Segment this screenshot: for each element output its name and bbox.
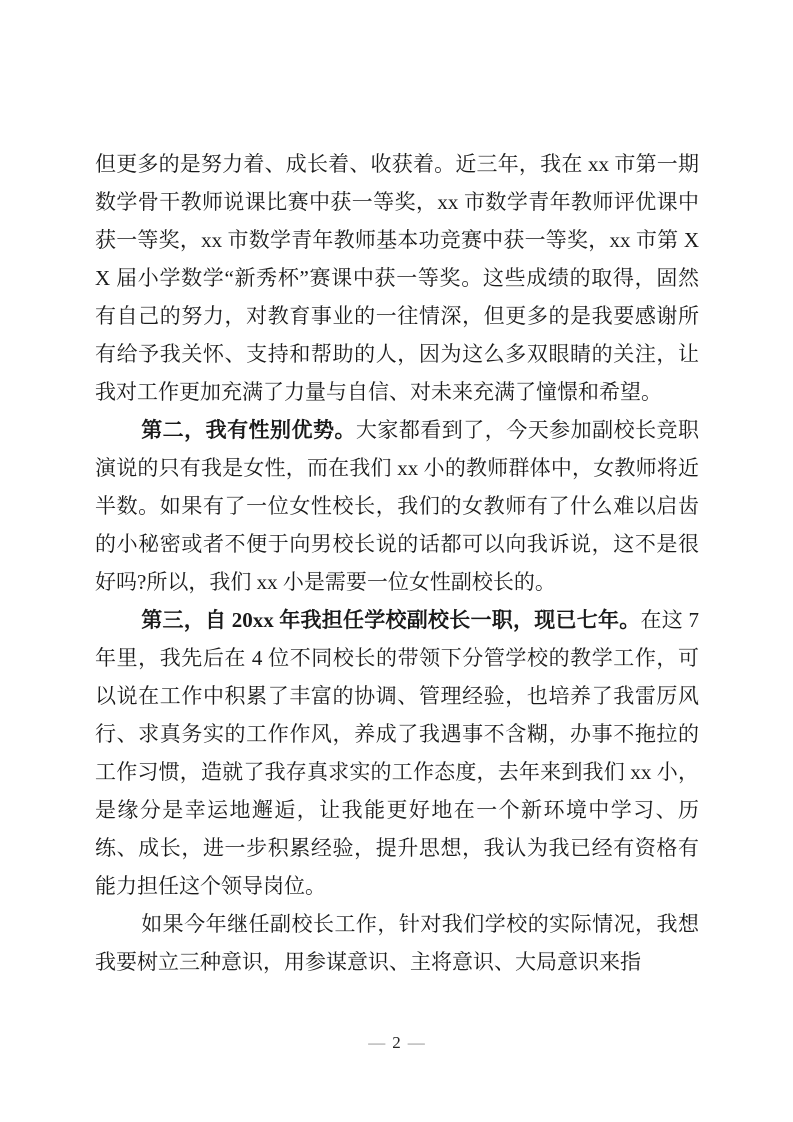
footer-dash-right: — — [407, 1033, 425, 1052]
paragraph-text: 如果今年继任副校长工作，针对我们学校的实际情况，我想我要树立三种意识，用参谋意识、主将意识、大局意识来指 — [95, 912, 699, 974]
paragraph-text: 在这 7 年里，我先后在 4 位不同校长的带领下分管学校的教学工作，可以说在工作中积累了丰富的协调、管理经验，也培养了我雷厉风行、求真务实的工作作风，养成了我遇事不含糊，办事不拖拉的工作习惯，造就了我存真求实的工作态度，去年来到我们 xx 小，是缘分是幸运地邂逅，让我能更好地在一个新环境中学习、历练、成长，进一步积累经验，提升思想，我认为我已经有资格有能力担任这个领导岗位。 — [95, 608, 700, 898]
paragraph — [95, 145, 699, 411]
page-footer — [0, 1031, 793, 1055]
paragraph-text: 大家都看到了，今天参加副校长竞职演说的只有我是女性，而在我们 xx 小的教师群体中，女教师将近半数。如果有了一位女性校长，我们的女教师有了什么难以启齿的小秘密或者不便于向男校长说的话都可以向我诉说，这不是很好吗?所以，我们 xx 小是需要一位女性副校长的。 — [95, 418, 700, 594]
paragraph — [95, 601, 699, 905]
footer-dash-left: — — [368, 1033, 386, 1052]
paragraph-bold-lead: 第三，自 20xx 年我担任学校副校长一职，现已七年。 — [141, 608, 641, 632]
page-number: 2 — [392, 1033, 401, 1052]
paragraph-text: 但更多的是努力着、成长着、收获着。近三年，我在 xx 市第一期数学骨干教师说课比赛中获一等奖，xx 市数学青年教师评优课中获一等奖，xx 市数学青年教师基本功竞赛中获一等奖，xx 市第 XX 届小学数学“新秀杯”赛课中获一等奖。这些成绩的取得，固然有自己的努力，对教育事业的一往情深，但更多的是我要感谢所有给予我关怀、支持和帮助的人，因为这么多双眼睛的关注，让我对工作更加充满了力量与自信、对未来充满了憧憬和希望。 — [95, 152, 699, 404]
paragraph-bold-lead: 第二，我有性别优势。 — [141, 418, 356, 442]
paragraph — [95, 905, 699, 981]
document-body — [95, 145, 699, 981]
paragraph — [95, 411, 699, 601]
